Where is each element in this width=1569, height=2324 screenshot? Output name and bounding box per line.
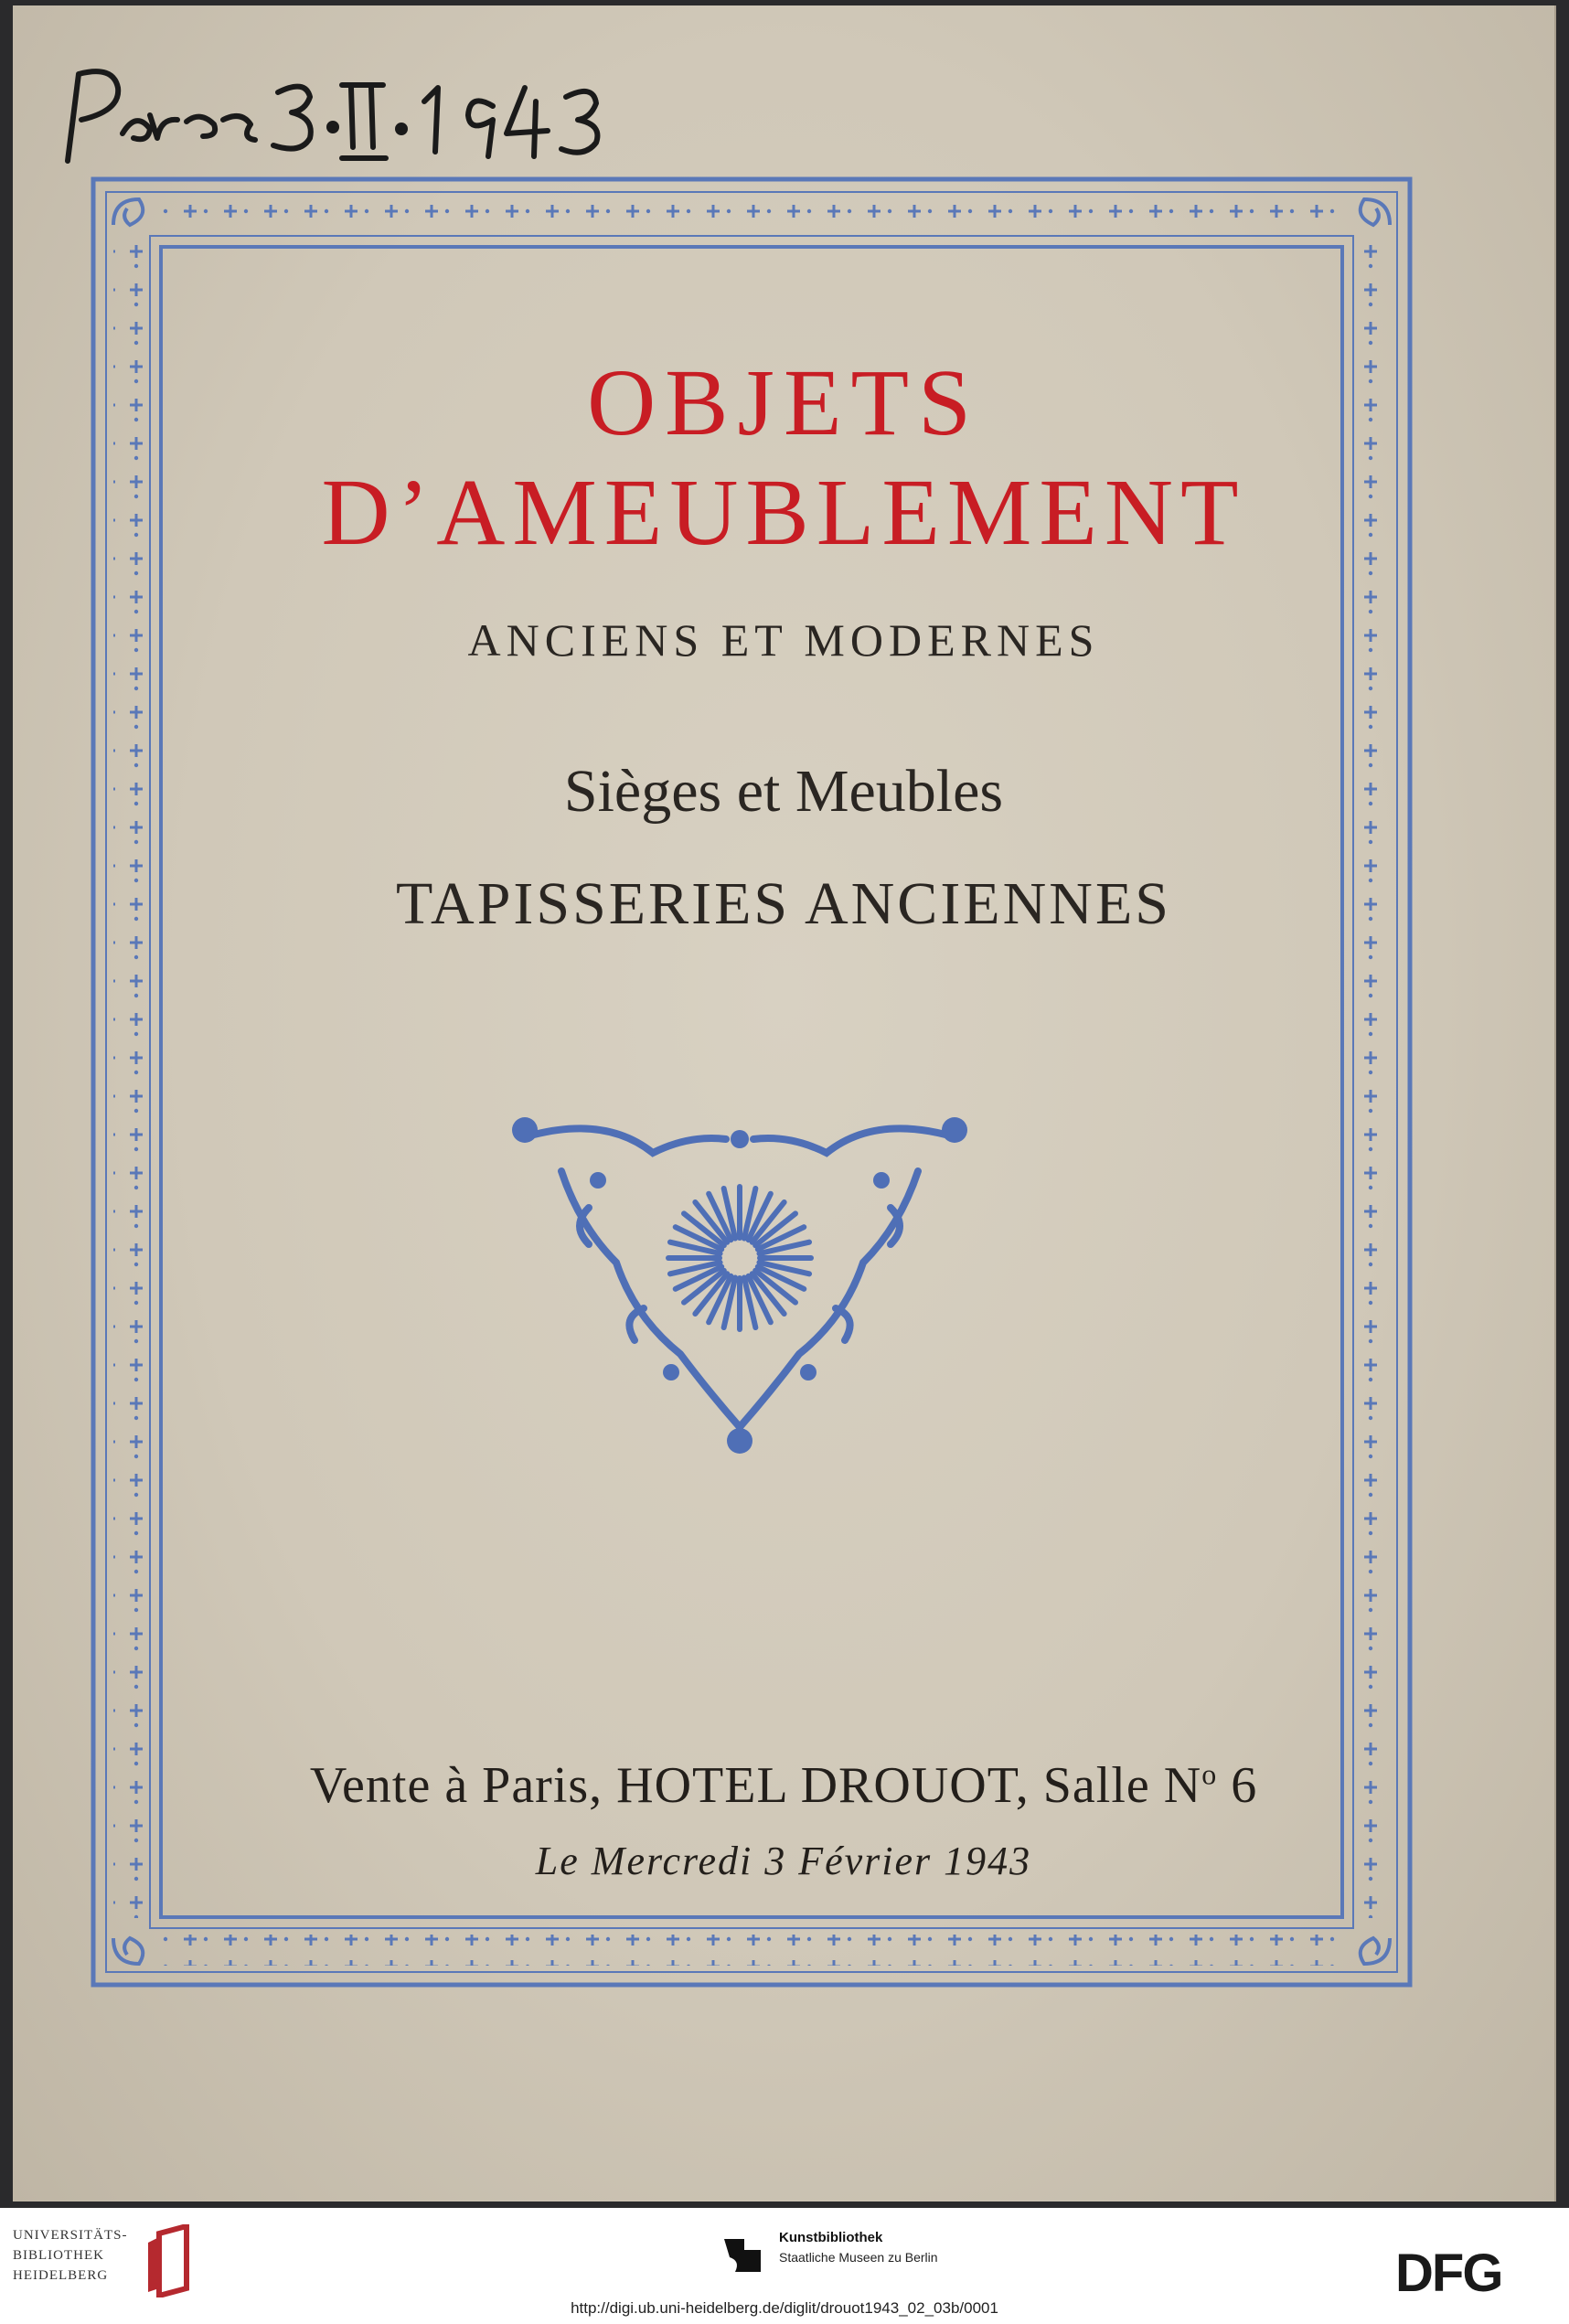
- kunstbibliothek-eagle-icon: [717, 2228, 768, 2279]
- uni-logo-line-1: UNIVERSITÄTS-: [13, 2228, 128, 2243]
- catalogue-cover-page: [13, 5, 1556, 2201]
- kunstbibliothek-logo[interactable]: [717, 2228, 955, 2283]
- uni-logo-line-2: BIBLIOTHEK: [13, 2248, 104, 2263]
- uni-logo-line-3: HEIDELBERG: [13, 2268, 109, 2283]
- line-sieges-meubles: Sièges et Meubles: [563, 758, 1004, 825]
- kunstbibliothek-subtitle: Staatliche Museen zu Berlin: [779, 2250, 938, 2265]
- title-line-ameublement: D’AMEUBLEMENT: [321, 460, 1246, 565]
- subtitle-anciens-modernes: ANCIENS ET MODERNES: [467, 614, 1100, 666]
- floral-triangle-ornament: [497, 1098, 982, 1464]
- sale-date-line: Le Mercredi 3 Février 1943: [535, 1839, 1032, 1883]
- digitization-footer: [0, 2208, 1569, 2324]
- permalink-url[interactable]: http://digi.ub.uni-heidelberg.de/diglit/drouot1943_02_03b/0001: [571, 2299, 998, 2317]
- title-line-objets: OBJETS: [587, 350, 980, 455]
- sale-location-text: Vente à Paris, HOTEL DROUOT, Salle N: [309, 1757, 1202, 1814]
- sale-location-line: [13, 1756, 1554, 1815]
- kunstbibliothek-name: Kunstbibliothek: [779, 2230, 883, 2245]
- sale-number-superscript: o: [1201, 1757, 1218, 1791]
- line-tapisseries: TAPISSERIES ANCIENNES: [396, 870, 1171, 937]
- dfg-logo[interactable]: DFG: [1395, 2244, 1502, 2303]
- sale-room-number: 6: [1217, 1757, 1258, 1814]
- library-emblem-icon: [141, 2224, 205, 2297]
- heidelberg-library-logo[interactable]: [13, 2223, 196, 2307]
